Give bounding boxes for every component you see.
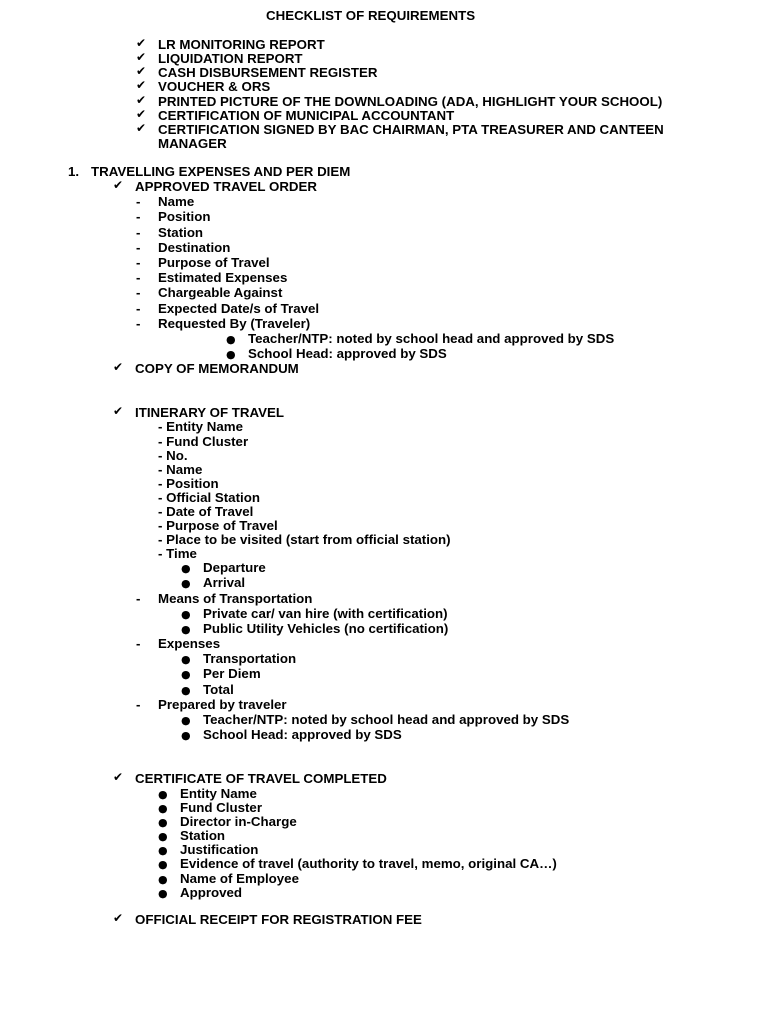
itinerary-item: - Time — [158, 546, 197, 561]
transport-item: Means of Transportation — [158, 591, 313, 606]
bullet-icon: ● — [181, 729, 191, 742]
itinerary-item: - Official Station — [158, 490, 260, 505]
bullet-icon: ● — [158, 873, 168, 886]
travel-order-item: Station — [158, 225, 204, 240]
travel-order-item: Destination — [158, 240, 231, 255]
certificate-item: Director in-Charge — [180, 814, 297, 829]
certificate-item: Evidence of travel (authority to travel, memo, original CA…) — [180, 856, 557, 871]
time-subitem: Departure — [203, 560, 266, 575]
check-icon: ✔ — [113, 770, 124, 784]
itinerary-item: - Purpose of Travel — [158, 518, 278, 533]
top-checklist-item: CERTIFICATION SIGNED BY BAC CHAIRMAN, PTA TREASURER AND CANTEEN — [158, 122, 664, 137]
bullet-icon: ● — [181, 714, 191, 727]
itinerary-item: - Name — [158, 462, 203, 477]
certificate-item: Fund Cluster — [180, 800, 262, 815]
check-icon: ✔ — [136, 93, 147, 107]
travel-order-heading: APPROVED TRAVEL ORDER — [135, 179, 317, 194]
bullet-icon: ● — [158, 816, 168, 829]
prepared-subitem: School Head: approved by SDS — [203, 727, 402, 742]
bullet-icon: ● — [158, 788, 168, 801]
certificate-item: Name of Employee — [180, 871, 299, 886]
section-heading: TRAVELLING EXPENSES AND PER DIEM — [91, 164, 351, 179]
check-icon: ✔ — [136, 121, 147, 135]
certificate-heading: CERTIFICATE OF TRAVEL COMPLETED — [135, 771, 387, 786]
top-checklist-item: LIQUIDATION REPORT — [158, 51, 303, 66]
check-icon: ✔ — [136, 107, 147, 121]
bullet-icon: ● — [181, 608, 191, 621]
bullet-icon: ● — [158, 830, 168, 843]
transport-subitem: Public Utility Vehicles (no certification) — [203, 621, 449, 636]
travel-order-item: Position — [158, 209, 211, 224]
dash-marker: - — [136, 270, 141, 285]
dash-marker: - — [136, 636, 141, 651]
transport-subitem: Private car/ van hire (with certification) — [203, 606, 448, 621]
check-icon: ✔ — [136, 64, 147, 78]
prepared-subitem: Teacher/NTP: noted by school head and approved by SDS — [203, 712, 570, 727]
dash-marker: - — [136, 301, 141, 316]
itinerary-item: - Entity Name — [158, 419, 243, 434]
dash-marker: - — [136, 255, 141, 270]
travel-order-item: Expected Date/s of Travel — [158, 301, 320, 316]
travel-order-item: Estimated Expenses — [158, 270, 288, 285]
expenses-item: Expenses — [158, 636, 221, 651]
dash-marker: - — [136, 194, 141, 209]
section-number: 1. — [68, 164, 80, 179]
expense-subitem: Per Diem — [203, 666, 261, 681]
expense-subitem: Transportation — [203, 651, 297, 666]
bullet-icon: ● — [158, 802, 168, 815]
travel-order-item: Chargeable Against — [158, 285, 283, 300]
travel-order-subitem: Teacher/NTP: noted by school head and approved by SDS — [248, 331, 615, 346]
certificate-item: Entity Name — [180, 786, 257, 801]
top-checklist-item: VOUCHER & ORS — [158, 79, 271, 94]
dash-marker: - — [136, 591, 141, 606]
itinerary-item: - No. — [158, 448, 188, 463]
top-checklist-item: CERTIFICATION OF MUNICIPAL ACCOUNTANT — [158, 108, 455, 123]
bullet-icon: ● — [158, 844, 168, 857]
certificate-item: Approved — [180, 885, 243, 900]
top-checklist-item-continuation: MANAGER — [158, 136, 227, 151]
dash-marker: - — [136, 316, 141, 331]
receipt-item: OFFICIAL RECEIPT FOR REGISTRATION FEE — [135, 912, 422, 927]
travel-order-item: Name — [158, 194, 195, 209]
bullet-icon: ● — [158, 858, 168, 871]
expense-subitem: Total — [203, 682, 234, 697]
document-title: CHECKLIST OF REQUIREMENTS — [266, 8, 476, 23]
itinerary-item: - Fund Cluster — [158, 434, 249, 449]
itinerary-item: - Position — [158, 476, 219, 491]
check-icon: ✔ — [113, 178, 124, 192]
dash-marker: - — [136, 225, 141, 240]
travel-order-subitem: School Head: approved by SDS — [248, 346, 447, 361]
bullet-icon: ● — [181, 577, 191, 590]
top-checklist-item: PRINTED PICTURE OF THE DOWNLOADING (ADA, HIGHLIGHT YOUR SCHOOL) — [158, 94, 663, 109]
certificate-item: Justification — [180, 842, 259, 857]
travel-order-item: Requested By (Traveler) — [158, 316, 311, 331]
time-subitem: Arrival — [203, 575, 246, 590]
check-icon: ✔ — [113, 404, 124, 418]
travel-order-item: Purpose of Travel — [158, 255, 270, 270]
bullet-icon: ● — [181, 562, 191, 575]
top-checklist-item: CASH DISBURSEMENT REGISTER — [158, 65, 378, 80]
itinerary-heading: ITINERARY OF TRAVEL — [135, 405, 284, 420]
check-icon: ✔ — [113, 360, 124, 374]
certificate-item: Station — [180, 828, 226, 843]
bullet-icon: ● — [181, 623, 191, 636]
itinerary-item: - Date of Travel — [158, 504, 254, 519]
bullet-icon: ● — [181, 653, 191, 666]
memorandum-item: COPY OF MEMORANDUM — [135, 361, 299, 376]
check-icon: ✔ — [136, 78, 147, 92]
bullet-icon: ● — [226, 348, 236, 361]
bullet-icon: ● — [158, 887, 168, 900]
check-icon: ✔ — [136, 50, 147, 64]
bullet-icon: ● — [226, 333, 236, 346]
itinerary-item: - Place to be visited (start from official station) — [158, 532, 451, 547]
dash-marker: - — [136, 285, 141, 300]
dash-marker: - — [136, 240, 141, 255]
dash-marker: - — [136, 209, 141, 224]
check-icon: ✔ — [136, 36, 147, 50]
bullet-icon: ● — [181, 684, 191, 697]
top-checklist-item: LR MONITORING REPORT — [158, 37, 325, 52]
bullet-icon: ● — [181, 668, 191, 681]
prepared-item: Prepared by traveler — [158, 697, 287, 712]
dash-marker: - — [136, 697, 141, 712]
check-icon: ✔ — [113, 911, 124, 925]
